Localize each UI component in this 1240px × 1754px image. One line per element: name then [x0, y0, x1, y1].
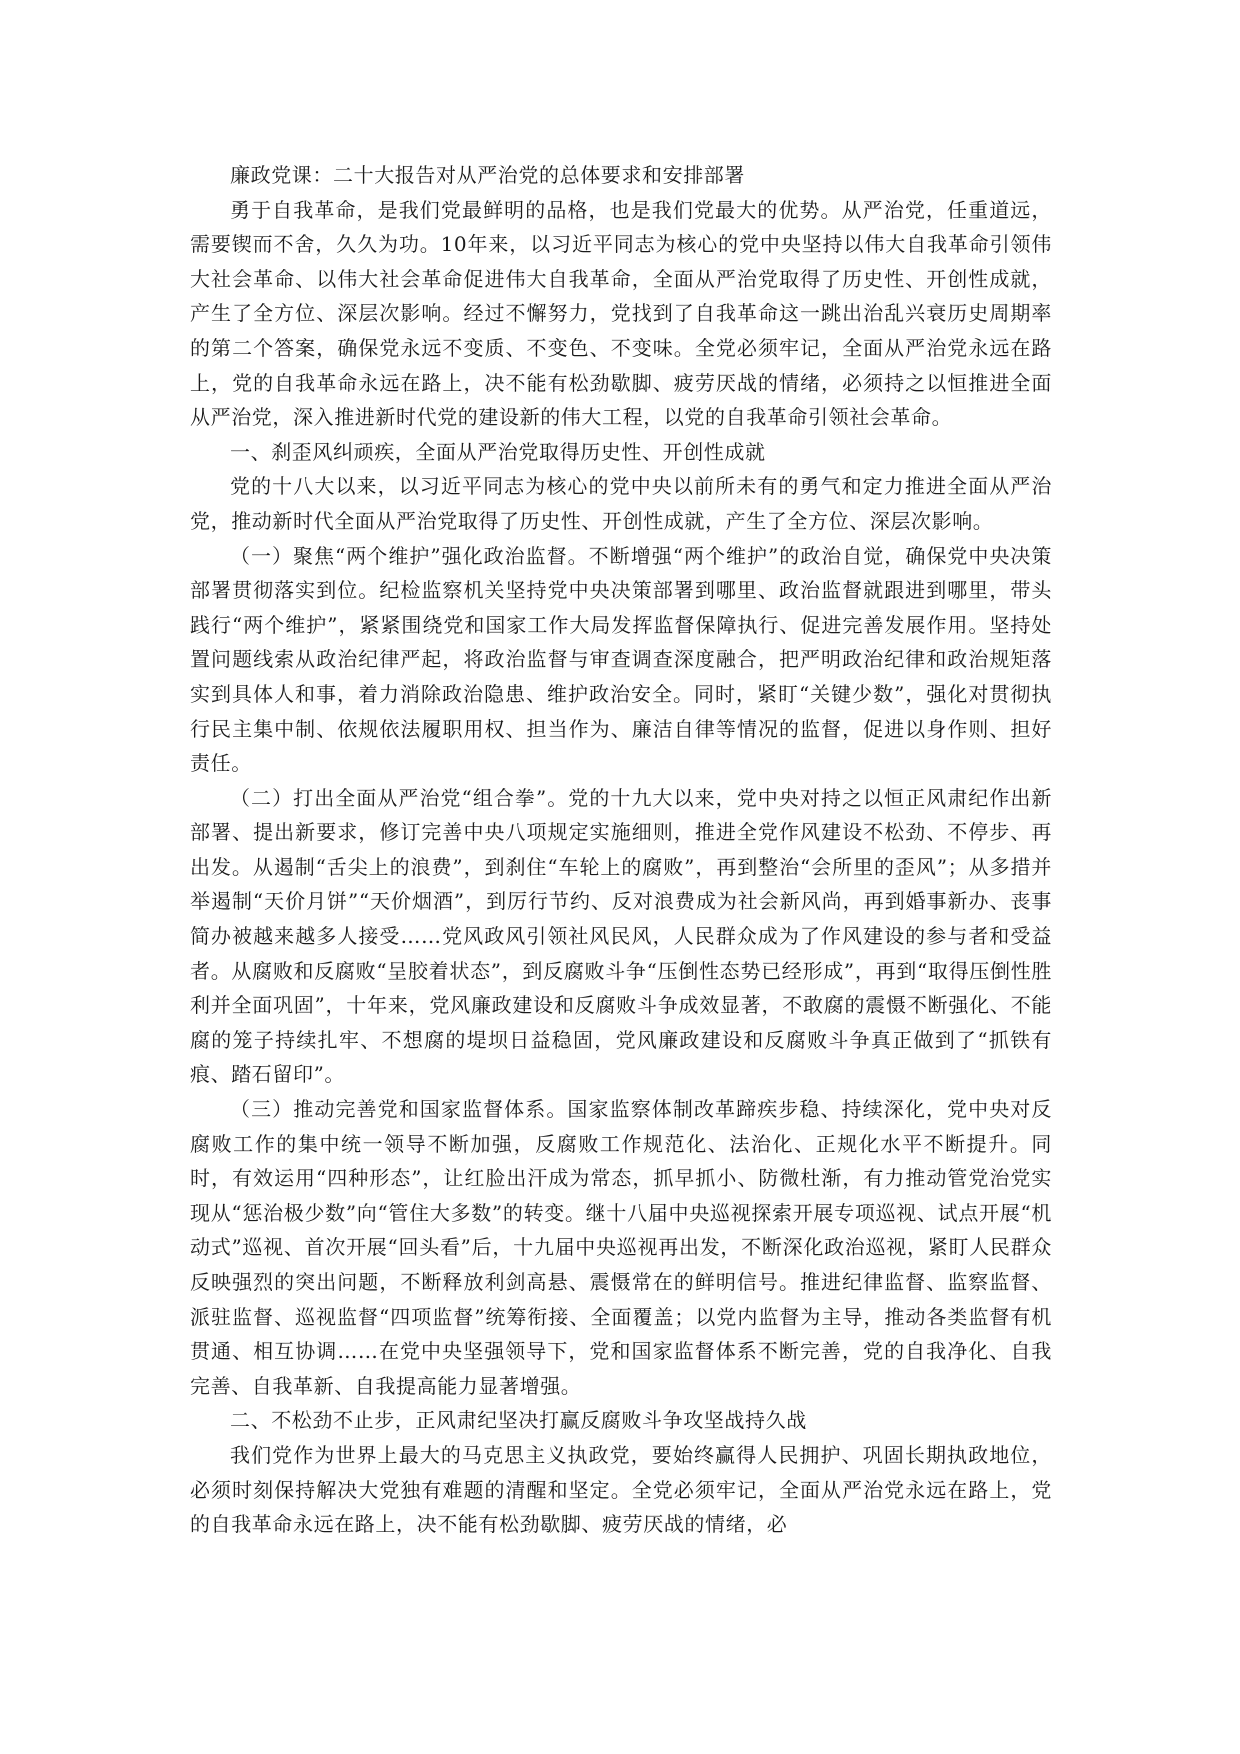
paragraph-item-3: （三）推动完善党和国家监督体系。国家监察体制改革蹄疾步稳、持续深化，党中央对反腐败工作的集中统一领导不断加强，反腐败工作规范化、法治化、正规化水平不断提升。同时，有效运用“四种形态”，让红脸出汗成为常态，抓早抓小、防微杜渐，有力推动管党治党实现从“惩治极少数”向“管住大多数”的转变。继十八届中央巡视探索开展专项巡视、试点开展“机动式”巡视、首次开展“回头看”后，十九届中央巡视再出发，不断深化政治巡视，紧盯人民群众反映强烈的突出问题，不断释放利剑高悬、震慑常在的鲜明信号。推进纪律监督、监察监督、派驻监督、巡视监督“四项监督”统筹衔接、全面覆盖；以党内监督为主导，推动各类监督有机贯通、相互协调……在党中央坚强领导下，党和国家监督体系不断完善，党的自我净化、自我完善、自我革新、自我提高能力显著增强。 — [190, 1097, 1052, 1398]
section-heading-1: 一、刹歪风纠顽疾，全面从严治党取得历史性、开创性成就 — [230, 439, 766, 464]
paragraph-section-2-intro: 我们党作为世界上最大的马克思主义执政党，要始终赢得人民拥护、巩固长期执政地位，必须时刻保持解决大党独有难题的清醒和坚定。全党必须牢记，全面从严治党永远在路上，党的自我革命永远在路上，决不能有松劲歇脚、疲劳厌战的情绪，必 — [190, 1442, 1052, 1537]
section-heading-2: 二、不松劲不止步，正风肃纪坚决打赢反腐败斗争攻坚战持久战 — [230, 1408, 807, 1433]
document-title: 廉政党课：二十大报告对从严治党的总体要求和安排部署 — [230, 163, 745, 187]
paragraph-item-2: （二）打出全面从严治党“组合拳”。党的十九大以来，党中央对持之以恒正风肃纪作出新部署、提出新要求，修订完善中央八项规定实施细则，推进全党作风建设不松劲、不停步、再出发。从遏制“舌尖上的浪费”，到刹住“车轮上的腐败”，再到整治“会所里的歪风”；从多措并举遏制“天价月饼”“天价烟酒”，到厉行节约、反对浪费成为社会新风尚，再到婚事新办、丧事简办被越来越多人接受……党风政风引领社风民风，人民群众成为了作风建设的参与者和受益者。从腐败和反腐败“呈胶着状态”，到反腐败斗争“压倒性态势已经形成”，再到“取得压倒性胜利并全面巩固”，十年来，党风廉政建设和反腐败斗争成效显著，不敢腐的震慑不断强化、不能腐的笼子持续扎牢、不想腐的堤坝日益稳固，党风廉政建设和反腐败斗争真正做到了“抓铁有痕、踏石留印”。 — [190, 785, 1052, 1087]
document-page — [190, 158, 1052, 1542]
paragraph-intro: 勇于自我革命，是我们党最鲜明的品格，也是我们党最大的优势。从严治党，任重道远，需要锲而不舍，久久为功。10年来，以习近平同志为核心的党中央坚持以伟大自我革命引领伟大社会革命、以伟大社会革命促进伟大自我革命，全面从严治党取得了历史性、开创性成就，产生了全方位、深层次影响。经过不懈努力，党找到了自我革命这一跳出治乱兴衰历史周期率的第二个答案，确保党永远不变质、不变色、不变味。全党必须牢记，全面从严治党永远在路上，党的自我革命永远在路上，决不能有松劲歇脚、疲劳厌战的情绪，必须持之以恒推进全面从严治党，深入推进新时代党的建设新的伟大工程，以党的自我革命引领社会革命。 — [190, 197, 1052, 430]
paragraph-item-1: （一）聚焦“两个维护”强化政治监督。不断增强“两个维护”的政治自觉，确保党中央决策部署贯彻落实到位。纪检监察机关坚持党中央决策部署到哪里、政治监督就跟进到哪里，带头践行“两个维护”，紧紧围绕党和国家工作大局发挥监督保障执行、促进完善发展作用。坚持处置问题线索从政治纪律严起，将政治监督与审查调查深度融合，把严明政治纪律和政治规矩落实到具体人和事，着力消除政治隐患、维护政治安全。同时，紧盯“关键少数”，强化对贯彻执行民主集中制、依规依法履职用权、担当作为、廉洁自律等情况的监督，促进以身作则、担好责任。 — [190, 543, 1052, 776]
paragraph-section-1-intro: 党的十八大以来，以习近平同志为核心的党中央以前所未有的勇气和定力推进全面从严治党，推动新时代全面从严治党取得了历史性、开创性成就，产生了全方位、深层次影响。 — [190, 474, 1052, 533]
